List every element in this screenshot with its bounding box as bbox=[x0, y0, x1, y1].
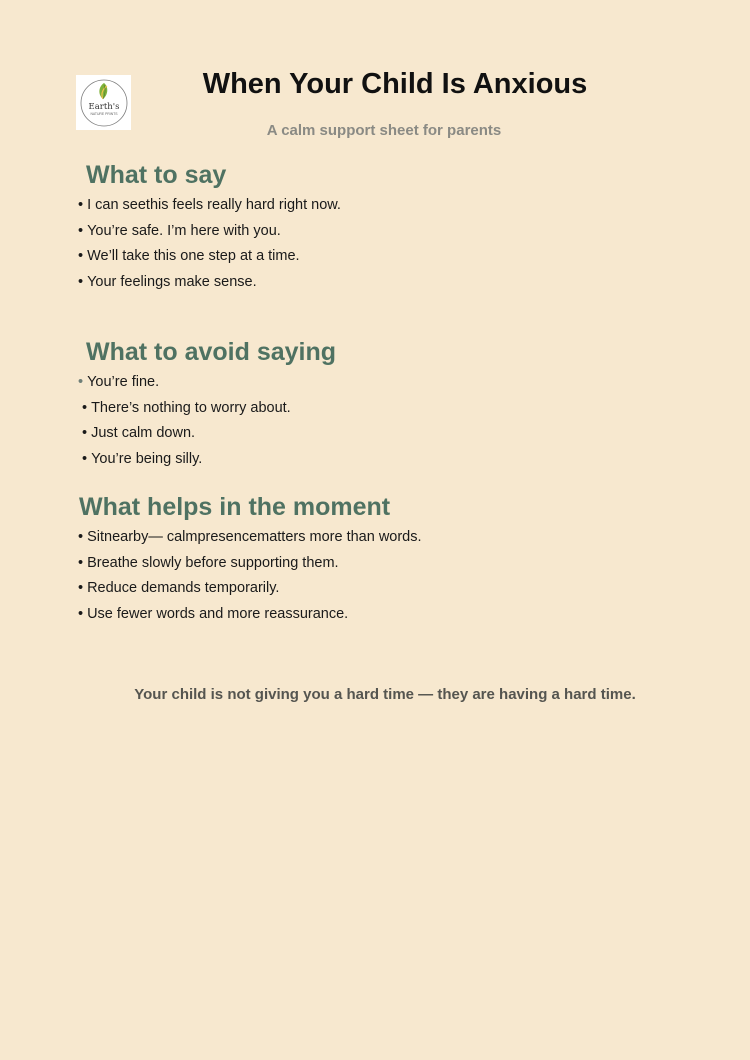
list-item: • Sitnearby— calmpresencematters more than words. bbox=[78, 529, 422, 545]
closing-quote: Your child is not giving you a hard time — they are having a hard time. bbox=[134, 686, 636, 703]
page-title: When Your Child Is Anxious bbox=[202, 68, 588, 100]
list-item: • Reduce demands temporarily. bbox=[78, 580, 280, 597]
list-item: • I can seethis feels really hard right now. bbox=[78, 197, 341, 213]
list-item: • You’re safe. I’m here with you. bbox=[78, 222, 281, 239]
list-item: • You’re fine. bbox=[78, 374, 160, 390]
list-item: • You’re being silly. bbox=[82, 450, 203, 467]
what-helps-list bbox=[78, 525, 422, 627]
list-item: • Use fewer words and more reassurance. bbox=[78, 605, 349, 622]
logo-tagline: NATURE PRINTS bbox=[89, 111, 118, 116]
section-heading-what-to-avoid: What to avoid saying bbox=[86, 338, 337, 366]
logo-name: Earth's bbox=[88, 101, 119, 112]
list-item: • Your feelings make sense. bbox=[78, 273, 257, 290]
list-item: • Just calm down. bbox=[82, 425, 196, 442]
what-to-avoid-list bbox=[78, 370, 291, 472]
list-item: • Breathe slowly before supporting them. bbox=[78, 554, 339, 571]
list-item: • There’s nothing to worry about. bbox=[82, 399, 291, 416]
page-subtitle: A calm support sheet for parents bbox=[266, 122, 502, 139]
list-item: • We’ll take this one step at a time. bbox=[78, 248, 300, 265]
what-to-say-list bbox=[78, 193, 341, 295]
section-heading-what-to-say: What to say bbox=[86, 161, 227, 189]
section-heading-what-helps: What helps in the moment bbox=[79, 493, 391, 521]
